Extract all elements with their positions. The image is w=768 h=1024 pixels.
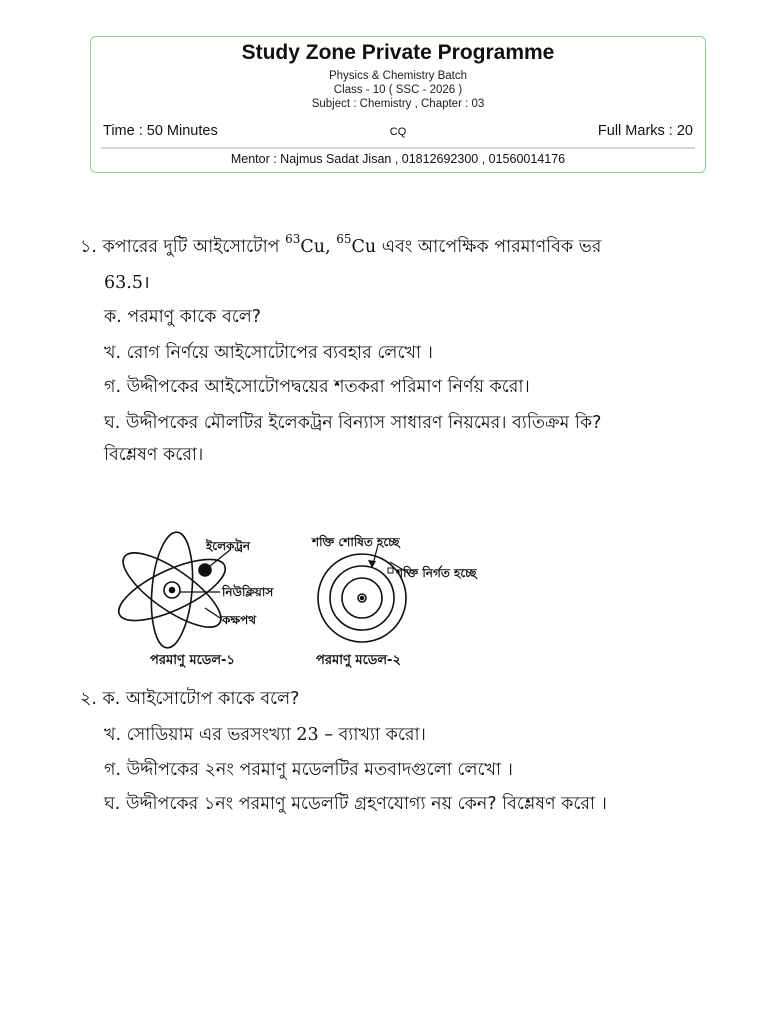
header-divider	[101, 147, 695, 149]
time-label: Time : 50 Minutes	[103, 123, 218, 139]
electron-label: ইলেকট্রন	[206, 539, 251, 553]
full-marks-label: Full Marks : 20	[597, 123, 693, 139]
energy-emitted-label: শক্তি নির্গত হচ্ছে	[396, 566, 477, 580]
q2-mass-number: 23	[296, 725, 319, 745]
subject-label: Subject : Chemistry , Chapter : 03	[311, 98, 485, 110]
q1-isotope-2: $^{65}$Cu	[336, 232, 377, 257]
q2-part-a: ক. আইসোটোপ কাকে বলে?	[102, 689, 300, 709]
atomic-models-figure	[100, 520, 510, 680]
exam-type-label: CQ	[389, 126, 407, 138]
q1-isotope-1: $^{63}$Cu,	[285, 232, 331, 257]
exam-header	[90, 36, 706, 173]
exam-meta-row	[103, 123, 693, 143]
q1-part-d: ঘ. উদ্দীপকের মৌলটির ইলেকট্রন বিন্যাস সাধারণ নিয়মের। ব্যতিক্রম কি?	[104, 413, 602, 433]
q1-number: ১.	[80, 237, 97, 257]
programme-title: Study Zone Private Programme	[241, 41, 555, 64]
batch-label: Physics & Chemistry Batch	[328, 70, 468, 82]
q1-stem-text: কপারের দুটি আইসোটোপ	[102, 237, 280, 257]
atom-model-2-diagram	[318, 545, 410, 642]
orbit-label: কক্ষপথ	[222, 613, 257, 627]
q2-part-c: গ. উদ্দীপকের ২নং পরমাণু মডেলটির মতবাদগুলো লেখো ।	[104, 760, 513, 780]
q2-part-b: খ. সোডিয়াম এর ভরসংখ্যা 23 – ব্যাখ্যা করো।	[104, 725, 426, 745]
model-1-caption: পরমাণু মডেল-১	[150, 653, 235, 668]
q1-part-c: গ. উদ্দীপকের আইসোটোপদ্বয়ের শতকরা পরিমাণ নির্ণয় করো।	[104, 377, 530, 397]
mentor-label: Mentor : Najmus Sadat Jisan , 01812692300 , 01560014176	[230, 152, 566, 166]
q1-stem-text-2: এবং আপেক্ষিক পারমাণবিক ভর	[381, 237, 602, 257]
model-2-caption: পরমাণু মডেল-২	[316, 653, 401, 668]
q1-stem	[80, 234, 601, 263]
class-label: Class - 10 ( SSC - 2026 )	[333, 84, 463, 96]
q2-part-d: ঘ. উদ্দীপকের ১নং পরমাণু মডেলটি গ্রহণযোগ্য নয় কেন? বিশ্লেষণ করো ।	[104, 794, 607, 814]
nucleus-label: নিউক্লিয়াস	[222, 585, 274, 599]
energy-absorbed-label: শক্তি শোষিত হচ্ছে	[312, 535, 400, 549]
q2-part-a-row	[80, 686, 299, 715]
q1-atomic-mass: 63.5।	[104, 273, 150, 293]
q1-part-b: খ. রোগ নির্ণয়ে আইসোটোপের ব্যবহার লেখো ।	[104, 343, 433, 363]
q2-number: ২.	[80, 689, 97, 709]
q1-part-a: ক. পরমাণু কাকে বলে?	[104, 307, 262, 327]
q1-part-d-cont: বিশ্লেষণ করো।	[104, 445, 204, 465]
